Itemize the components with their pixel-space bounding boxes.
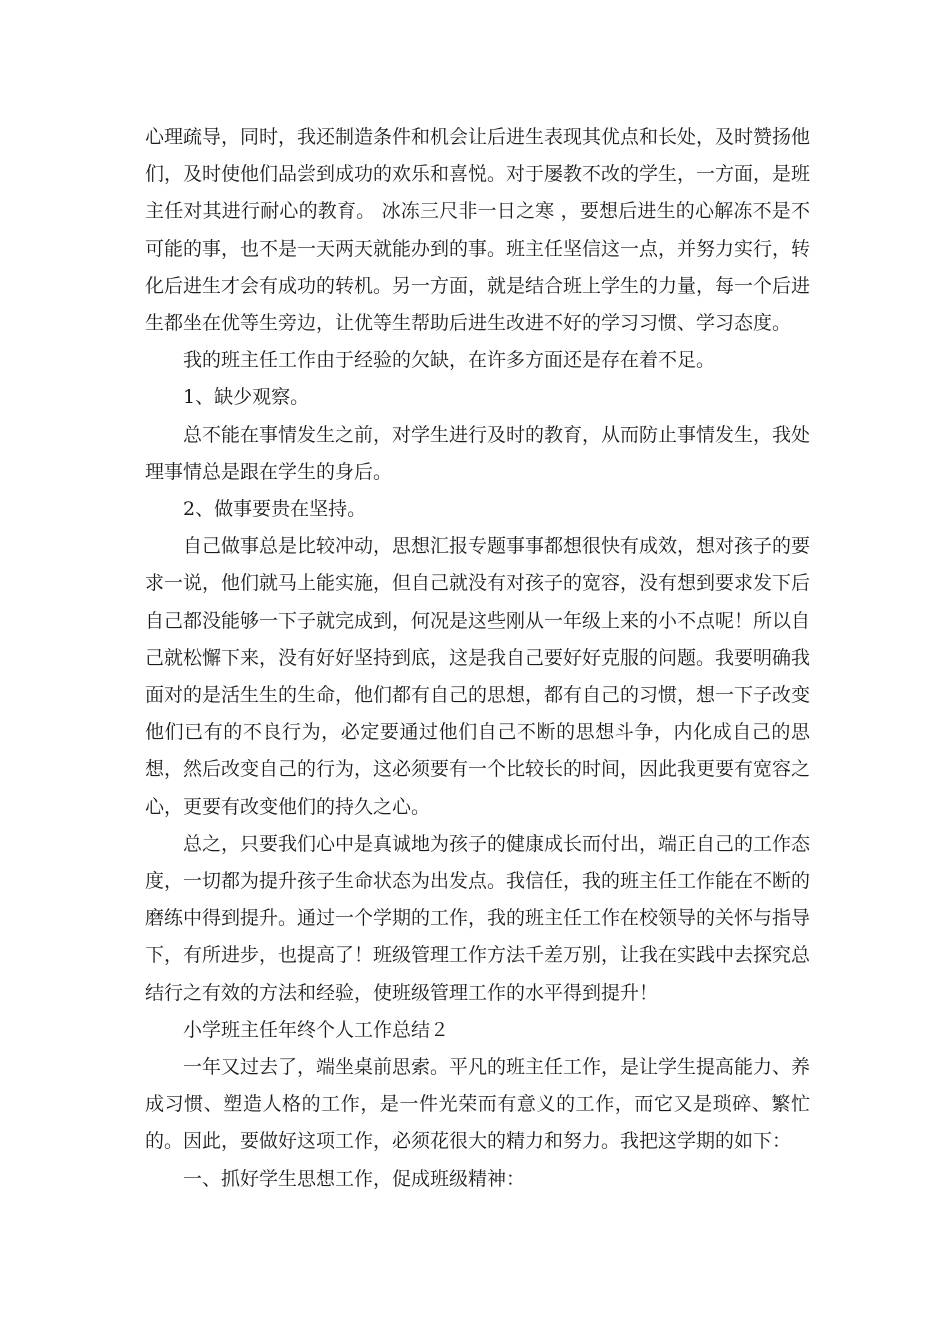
section-title: 小学班主任年终个人工作总结２ — [183, 1018, 450, 1041]
paragraph-shortcomings-intro: 我的班主任工作由于经验的欠缺，在许多方面还是存在着不足。 — [183, 349, 716, 372]
section-heading-1: 一、抓好学生思想工作，促成班级精神： — [183, 1167, 526, 1190]
paragraph-new-year: 一年又过去了，端坐桌前思索。平凡的班主任工作，是让学生提高能力、养成习惯、塑造人格的工作，是一件光荣而有意义的工作，而它又是琐碎、繁忙的。因此，要做好这项工作，必须花很大的精力和努力。我把这学期的如下： — [145, 1056, 811, 1153]
document-body — [145, 119, 810, 1198]
paragraph-continuation: 心理疏导，同时，我还制造条件和机会让后进生表现其优点和长处，及时赞扬他们，及时使他们品尝到成功的欢乐和喜悦。对于屡教不改的学生，一方面，是班主任对其进行耐心的教育。 冰冻三尺非一日之寒 ，要想后进生的心解冻不是不可能的事，也不是一天两天就能办到的事。班主任坚信这一点，并努力实行，转化后进生才会有成功的转机。另一方面，就是结合班上学生的力量，每一个后进生都坐在优等生旁边，让优等生帮助后进生改进不好的学习习惯、学习态度。 — [145, 126, 811, 335]
paragraph-observation: 总不能在事情发生之前，对学生进行及时的教育，从而防止事情发生，我处理事情总是跟在学生的身后。 — [145, 423, 811, 483]
paragraph-persistence: 自己做事总是比较冲动，思想汇报专题事事都想很快有成效，想对孩子的要求一说，他们就马上能实施，但自己就没有对孩子的宽容，没有想到要求发下后自己都没能够一下子就完成到，何况是这些刚从一年级上来的小不点呢！所以自己就松懈下来，没有好好坚持到底，这是我自己要好好克服的问题。我要明确我面对的是活生生的生命，他们都有自己的思想，都有自己的习惯，想一下子改变他们已有的不良行为，必定要通过他们自己不断的思想斗争，内化成自己的思想，然后改变自己的行为，这必须要有一个比较长的时间，因此我更要有宽容之心，更要有改变他们的持久之心。 — [145, 535, 811, 818]
list-item-heading-2: 2、做事要贵在坚持。 — [183, 498, 367, 521]
list-item-heading-1: 1、缺少观察。 — [183, 386, 310, 409]
paragraph-conclusion: 总之，只要我们心中是真诚地为孩子的健康成长而付出，端正自己的工作态度，一切都为提升孩子生命状态为出发点。我信任，我的班主任工作能在不断的磨练中得到提升。通过一个学期的工作，我的班主任工作在校领导的关怀与指导下，有所进步，也提高了！班级管理工作方法千差万别，让我在实践中去探究总结行之有效的方法和经验，使班级管理工作的水平得到提升！ — [145, 832, 811, 1004]
